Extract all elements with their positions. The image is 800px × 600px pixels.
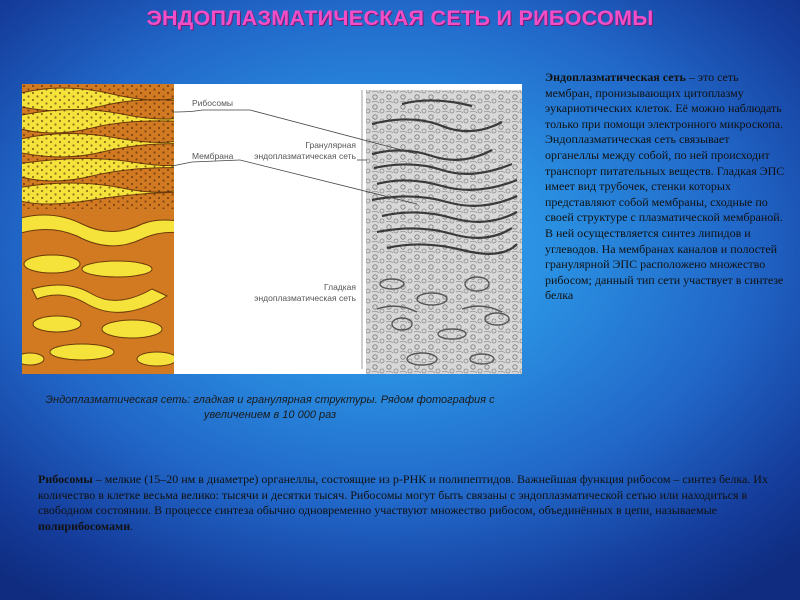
label-membrane: Мембрана: [192, 151, 234, 161]
ribosome-tail: .: [130, 518, 134, 533]
label-smooth-er: Гладкая эндоплазматическая сеть: [254, 282, 356, 303]
er-illustration: [22, 84, 522, 374]
label-ribosomes: Рибосомы: [192, 98, 234, 108]
er-drawing: [22, 84, 192, 374]
label-granular-er: Гранулярная эндоплазматическая сеть: [254, 140, 356, 161]
er-description: [545, 70, 785, 304]
figure-caption: Эндоплазматическая сеть: гладкая и гранулярная структуры. Рядом фотография с увеличением в 10 000 раз: [45, 394, 495, 421]
er-figure: [22, 84, 522, 374]
er-body: – это сеть мембран, пронизывающих цитоплазму эукариотических клеток. Её можно наблюдать только при помощи электронного микроскопа. Эндоплазматическая сеть связывает органеллы между собой, по ней происходит транспорт питательных веществ. Гладкая ЭПС имеет вид трубочек, стенки которых представляют собой мембраны, сходные по своей структуре с плазматической мембраной. В ней осуществляется синтез липидов и углеводов. На мембранах каналов и полостей гранулярной ЭПС расположено множество рибосом; данный тип сети участвует в синтезе белка: [545, 70, 785, 303]
er-term: Эндоплазматическая сеть: [545, 70, 686, 84]
ribosome-term: Рибосомы: [38, 472, 93, 486]
ribosome-body: – мелкие (15–20 нм в диаметре) органеллы, состоящие из р-РНК и полипептидов. Важнейшая функция рибосом – синтез белка. Их количество в клетке весьма велико: тысячи и десятки тысяч. Рибосомы могут быть связаны с эндоплазматической сетью или находиться в свободном состоянии. В процессе синтеза обычно одновременно участвуют множество рибосом, объединённых в цепи, называемые: [38, 472, 768, 518]
page-title: ЭНДОПЛАЗМАТИЧЕСКАЯ СЕТЬ И РИБОСОМЫ: [146, 6, 654, 30]
ribosome-description: [38, 472, 768, 534]
polyribosome-term: полирибосомами: [38, 518, 131, 533]
micrograph: [366, 90, 522, 374]
